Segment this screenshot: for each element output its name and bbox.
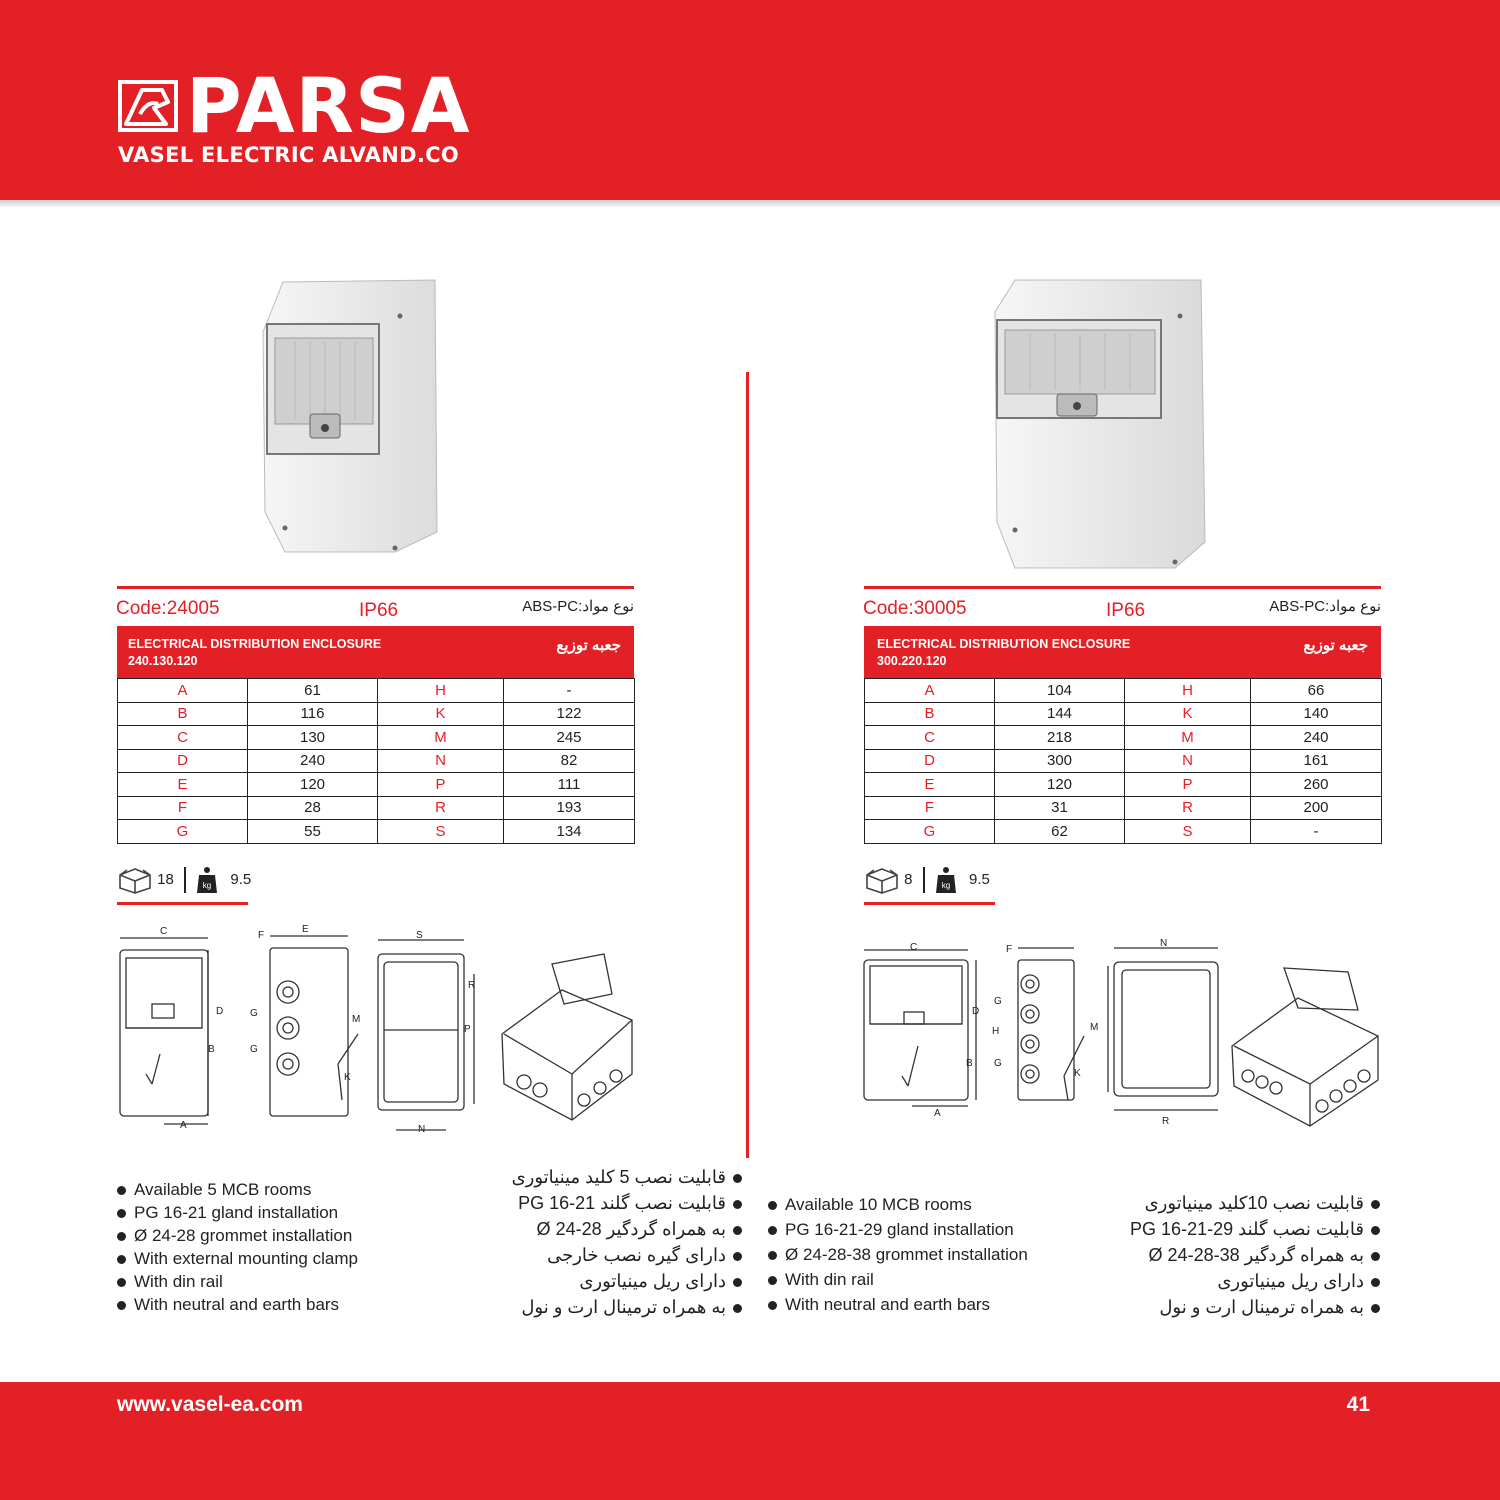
bullet-icon [117,1278,126,1287]
table-row [118,749,635,773]
feature-text: Ø 24-28 grommet installation [134,1226,353,1245]
feature-text: به همراه ترمینال ارت و نول [521,1297,726,1317]
list-item [117,1293,358,1316]
list-item [1130,1190,1380,1216]
parsa-logo-icon [118,80,178,132]
enclosure-photo-30005 [985,272,1210,572]
list-item [768,1292,1028,1317]
pack-separator [923,867,925,893]
feature-text: قابلیت نصب 10کلید مینیاتوری [1144,1193,1364,1213]
center-divider [746,372,749,1158]
dimension-value: 200 [1251,796,1382,820]
feature-text: With din rail [785,1270,874,1289]
title-en: ELECTRICAL DISTRIBUTION ENCLOSURE 240.130.120 [128,637,382,668]
drawing-label: P [464,1024,471,1035]
bullet-icon [1371,1200,1380,1209]
box-icon [117,866,153,894]
dimension-key: P [1125,773,1251,797]
title-bar [117,626,634,678]
table-row [118,796,635,820]
list-item [768,1242,1028,1267]
feature-text: به همراه گردگیر 38-28-24 Ø [1148,1245,1364,1265]
drawing-label: R [468,980,476,991]
packing-info [864,866,990,894]
bullet-icon [733,1174,742,1183]
dimension-key: B [118,702,248,726]
drawing-label: B [966,1058,973,1069]
dimension-value: 161 [1251,749,1382,773]
size-label: 300.220.120 [877,654,947,668]
company-tagline: VASEL ELECTRIC ALVAND.CO [118,143,460,167]
product-code: Code:24005 [116,598,220,619]
dimension-key: S [378,820,504,844]
dimension-value: 120 [995,773,1125,797]
ip-rating: IP66 [1106,600,1146,621]
list-item [512,1294,742,1320]
bullet-icon [117,1209,126,1218]
drawing-label: E [302,924,309,935]
dimension-key: F [865,796,995,820]
table-row [865,749,1382,773]
dimension-value: 55 [248,820,378,844]
dimension-key: K [1125,702,1251,726]
drawing-label: B [208,1044,215,1055]
dimension-value: 144 [995,702,1125,726]
list-item [768,1217,1028,1242]
section-rule [117,586,634,589]
features-en [768,1192,1028,1317]
bullet-icon [733,1200,742,1209]
weight-value: 9.5 [230,870,252,888]
drawing-label: C [160,926,168,937]
dimension-value: 140 [1251,702,1382,726]
dimension-key: R [378,796,504,820]
dimension-key: M [378,726,504,750]
dimension-value: 62 [995,820,1125,844]
table-row [118,820,635,844]
dimension-value: 31 [995,796,1125,820]
drawing-label: G [994,1058,1002,1069]
feature-text: With neutral and earth bars [134,1295,340,1314]
bullet-icon [733,1278,742,1287]
dimension-value: - [1251,820,1382,844]
bullet-icon [733,1226,742,1235]
feature-text: دارای گیره نصب خارجی [547,1245,726,1265]
technical-drawing-24005 [112,924,642,1140]
list-item [512,1190,742,1216]
dimension-key: H [378,679,504,703]
svg-text:kg: kg [941,881,951,890]
weight-icon [196,866,218,894]
dimension-key: K [378,702,504,726]
drawing-label: G [250,1044,258,1055]
features-fa [512,1164,742,1320]
feature-text: قابلیت نصب 5 کلید مینیاتوری [511,1167,726,1187]
size-label: 240.130.120 [128,654,198,668]
material-type: نوع مواد:ABS-PC [1269,598,1381,615]
table-row [118,773,635,797]
drawing-label: K [1074,1068,1081,1079]
dimension-key: E [865,773,995,797]
dimension-value: 240 [248,749,378,773]
page-number: 41 [1346,1393,1370,1416]
dimension-key: N [1125,749,1251,773]
title-fa: جعبه توزیع [1303,637,1368,654]
dimension-key: A [118,679,248,703]
pack-quantity: 18 [157,870,174,888]
drawing-label: F [1006,944,1013,955]
feature-text: PG 16-21 gland installation [134,1203,339,1222]
dimension-value: 193 [504,796,635,820]
dimension-key: M [1125,726,1251,750]
feature-text: قابلیت نصب گلند 21-PG 16 [518,1193,726,1213]
dimension-key: C [118,726,248,750]
feature-text: دارای ریل مینیاتوری [579,1271,726,1291]
table-row [118,679,635,703]
dimension-key: H [1125,679,1251,703]
table-row [865,702,1382,726]
title-bar [864,626,1381,678]
features-en [117,1178,358,1316]
feature-text: Ø 24-28-38 grommet installation [785,1245,1028,1264]
dimension-table [117,678,635,844]
bullet-icon [768,1226,777,1235]
table-row [865,773,1382,797]
table-row [865,796,1382,820]
brand-name: PARSA [186,61,471,150]
dimension-key: G [118,820,248,844]
dimension-value: 28 [248,796,378,820]
feature-text: With neutral and earth bars [785,1295,991,1314]
title-en: ELECTRICAL DISTRIBUTION ENCLOSURE 300.220.120 [877,637,1131,668]
packing-info [117,866,251,894]
drawing-label: R [1162,1116,1170,1127]
dimension-value: 260 [1251,773,1382,797]
feature-text: With din rail [134,1272,223,1291]
feature-text: قابلیت نصب گلند 29-21-PG 16 [1130,1219,1364,1239]
list-item [512,1268,742,1294]
drawing-label: A [934,1108,941,1119]
drawing-label: M [1090,1022,1099,1033]
material-type: نوع مواد:ABS-PC [522,598,634,615]
pack-rule [864,902,995,905]
drawing-label: D [216,1006,224,1017]
bullet-icon [733,1252,742,1261]
list-item [117,1201,358,1224]
feature-text: PG 16-21-29 gland installation [785,1220,1014,1239]
box-icon [864,866,900,894]
feature-text: به همراه ترمینال ارت و نول [1159,1297,1364,1317]
dimension-key: B [865,702,995,726]
drawing-label: C [910,942,918,953]
dimension-value: 130 [248,726,378,750]
drawing-label: G [994,996,1002,1007]
dimension-key: R [1125,796,1251,820]
list-item [1130,1294,1380,1320]
feature-text: Available 10 MCB rooms [785,1195,972,1214]
dimension-value: 134 [504,820,635,844]
drawing-label: D [972,1006,980,1017]
weight-value: 9.5 [969,870,990,888]
dimension-key: D [865,749,995,773]
feature-text: With external mounting clamp [134,1249,358,1268]
list-item [117,1224,358,1247]
drawing-label: S [416,930,423,941]
dimension-key: F [118,796,248,820]
pack-separator [184,867,186,893]
list-item [768,1267,1028,1292]
table-row [865,820,1382,844]
dimension-value: 218 [995,726,1125,750]
list-item [512,1216,742,1242]
drawing-label: H [992,1026,1000,1037]
bullet-icon [117,1255,126,1264]
list-item [512,1242,742,1268]
list-item [117,1270,358,1293]
drawing-label: N [1160,938,1168,949]
dimension-key: C [865,726,995,750]
list-item [1130,1216,1380,1242]
list-item [512,1164,742,1190]
bullet-icon [768,1301,777,1310]
dimension-key: E [118,773,248,797]
drawing-label: K [344,1072,351,1083]
dimension-value: 111 [504,773,635,797]
dimension-value: 104 [995,679,1125,703]
pack-rule [117,902,248,905]
dimension-table [864,678,1382,844]
table-row [118,702,635,726]
section-rule [864,586,1381,589]
dimension-value: 61 [248,679,378,703]
bullet-icon [117,1186,126,1195]
table-row [865,679,1382,703]
feature-text: به همراه گردگیر 28-24 Ø [536,1219,726,1239]
drawing-label: M [352,1014,361,1025]
dimension-key: D [118,749,248,773]
website-link[interactable]: www.vasel-ea.com [117,1393,303,1416]
bullet-icon [768,1251,777,1260]
list-item [117,1247,358,1270]
dimension-value: - [504,679,635,703]
dimension-key: A [865,679,995,703]
dimension-key: G [865,820,995,844]
technical-drawing-30005 [858,936,1388,1132]
enclosure-photo-24005 [255,272,445,562]
drawing-label: N [418,1124,426,1135]
dimension-value: 120 [248,773,378,797]
list-item [1130,1268,1380,1294]
bullet-icon [733,1304,742,1313]
features-fa [1130,1190,1380,1320]
dimension-value: 116 [248,702,378,726]
drawing-label: G [250,1008,258,1019]
feature-text: Available 5 MCB rooms [134,1180,312,1199]
dimension-key: S [1125,820,1251,844]
dimension-value: 245 [504,726,635,750]
bullet-icon [1371,1304,1380,1313]
dimension-value: 300 [995,749,1125,773]
list-item [1130,1242,1380,1268]
drawing-label: F [258,930,265,941]
header-shadow [0,200,1500,207]
bullet-icon [1371,1252,1380,1261]
bullet-icon [1371,1278,1380,1287]
ip-rating: IP66 [359,600,399,621]
bullet-icon [768,1201,777,1210]
title-fa: جعبه توزیع [556,637,621,654]
dimension-value: 122 [504,702,635,726]
dimension-key: P [378,773,504,797]
table-row [865,726,1382,750]
list-item [117,1178,358,1201]
dimension-key: N [378,749,504,773]
dimension-value: 66 [1251,679,1382,703]
drawing-label: A [180,1120,187,1131]
bullet-icon [117,1301,126,1310]
dimension-value: 240 [1251,726,1382,750]
list-item [768,1192,1028,1217]
bullet-icon [117,1232,126,1241]
bullet-icon [768,1276,777,1285]
table-row [118,726,635,750]
weight-icon [935,866,957,894]
feature-text: دارای ریل مینیاتوری [1217,1271,1364,1291]
dimension-value: 82 [504,749,635,773]
svg-text:kg: kg [202,881,212,890]
pack-quantity: 8 [904,870,913,888]
bullet-icon [1371,1226,1380,1235]
product-code: Code:30005 [863,598,967,619]
